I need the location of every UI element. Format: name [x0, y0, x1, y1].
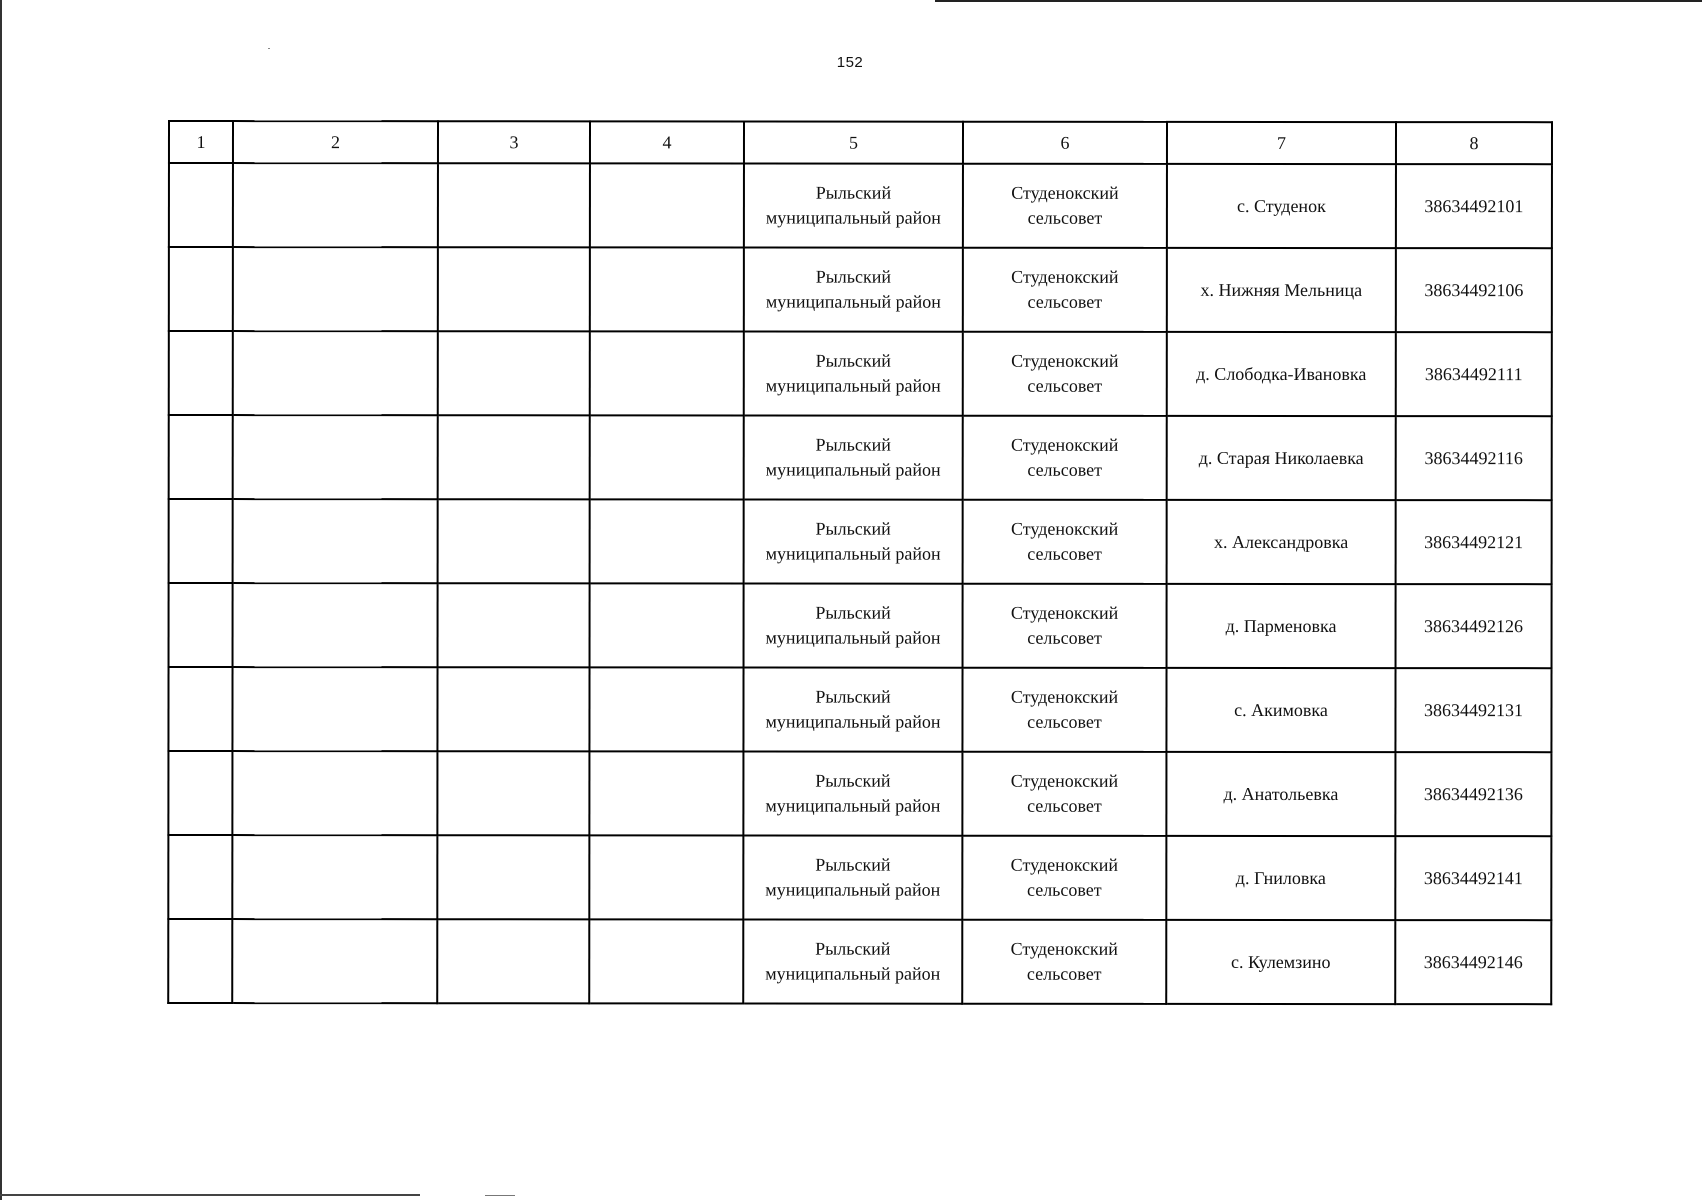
empty-cell-col-3 — [437, 667, 589, 751]
village-council-cell — [962, 668, 1166, 752]
district-name: Рыльский — [815, 518, 891, 539]
council-name: Студенокский — [1010, 770, 1119, 791]
village-council-cell — [963, 248, 1167, 332]
district-type: муниципальный район — [765, 711, 941, 732]
empty-cell-col-2 — [233, 163, 438, 247]
council-type: сельсовет — [1027, 543, 1102, 564]
village-council-cell — [962, 836, 1166, 920]
council-type: сельсовет — [1026, 963, 1102, 984]
settlement-cell: д. Слободка-Ивановка — [1167, 332, 1396, 416]
municipal-district-cell — [744, 416, 963, 500]
empty-cell-col-3 — [437, 751, 589, 835]
oktmo-code-cell: 38634492141 — [1395, 836, 1551, 920]
council-name: Студенокский — [1010, 854, 1119, 875]
scan-edge-left — [0, 0, 2, 1200]
district-name: Рыльский — [815, 938, 891, 959]
settlement-cell: д. Гниловка — [1166, 836, 1395, 920]
council-type: сельсовет — [1027, 627, 1102, 648]
village-council-cell — [963, 416, 1167, 500]
district-type: муниципальный район — [765, 543, 941, 564]
empty-cell-col-4 — [590, 583, 744, 667]
district-name: Рыльский — [815, 182, 892, 203]
settlement-cell: х. Нижняя Мельница — [1167, 248, 1396, 332]
empty-cell-col-4 — [590, 163, 744, 247]
council-name: Студенокский — [1011, 434, 1119, 455]
empty-cell-col-3 — [438, 163, 590, 247]
council-type: сельсовет — [1027, 207, 1103, 228]
council-type: сельсовет — [1027, 291, 1103, 312]
empty-cell-col-1 — [169, 247, 233, 331]
council-type: сельсовет — [1027, 375, 1103, 396]
district-name: Рыльский — [815, 266, 892, 287]
oktmo-code-cell: 38634492101 — [1396, 164, 1552, 248]
empty-cell-col-1 — [169, 415, 233, 499]
register-body — [168, 163, 1552, 1004]
table-row — [169, 499, 1552, 584]
settlement-cell: с. Акимовка — [1166, 668, 1395, 752]
municipal-district-cell — [744, 248, 963, 332]
oktmo-code-cell: 38634492116 — [1396, 416, 1552, 500]
district-name: Рыльский — [815, 434, 891, 455]
village-council-cell — [963, 584, 1167, 668]
register-table — [167, 120, 1553, 1005]
village-council-cell — [963, 500, 1167, 584]
column-header: 4 — [590, 121, 744, 163]
empty-cell-col-1 — [169, 331, 233, 415]
district-type: муниципальный район — [765, 963, 941, 984]
council-type: сельсовет — [1027, 711, 1102, 732]
column-header: 1 — [169, 121, 233, 163]
table-row — [169, 331, 1552, 416]
oktmo-code-cell: 38634492131 — [1395, 668, 1551, 752]
table-row — [168, 751, 1551, 836]
settlement-cell: с. Кулемзино — [1166, 920, 1395, 1004]
page-number: 152 — [836, 54, 864, 71]
municipal-district-cell — [744, 500, 963, 584]
council-name: Студенокский — [1011, 182, 1119, 203]
column-header: 7 — [1167, 122, 1396, 164]
empty-cell-col-3 — [437, 835, 589, 919]
council-name: Студенокский — [1011, 350, 1119, 371]
council-name: Студенокский — [1010, 938, 1118, 959]
settlement-cell: д. Анатольевка — [1166, 752, 1395, 836]
district-name: Рыльский — [815, 350, 891, 371]
municipal-district-cell — [744, 584, 963, 668]
empty-cell-col-4 — [590, 499, 744, 583]
column-header: 6 — [963, 122, 1167, 164]
council-name: Студенокский — [1010, 518, 1119, 539]
municipal-district-cell — [744, 332, 963, 416]
council-type: сельсовет — [1027, 459, 1103, 480]
district-type: муниципальный район — [765, 459, 941, 480]
empty-cell-col-3 — [438, 499, 590, 583]
district-name: Рыльский — [815, 770, 891, 791]
column-header: 2 — [233, 121, 438, 163]
empty-cell-col-2 — [232, 667, 437, 751]
village-council-cell — [962, 920, 1166, 1004]
column-header: 3 — [438, 121, 590, 163]
empty-cell-col-2 — [232, 919, 437, 1003]
empty-cell-col-4 — [589, 835, 743, 919]
council-type: сельсовет — [1026, 879, 1102, 900]
empty-cell-col-2 — [232, 751, 437, 835]
empty-cell-col-1 — [168, 919, 232, 1003]
settlement-cell: х. Александровка — [1167, 500, 1396, 584]
council-name: Студенокский — [1010, 602, 1119, 623]
council-name: Студенокский — [1011, 266, 1119, 287]
empty-cell-col-4 — [590, 331, 744, 415]
empty-cell-col-3 — [438, 247, 590, 331]
table-row — [169, 583, 1552, 668]
empty-cell-col-3 — [438, 331, 590, 415]
district-name: Рыльский — [815, 602, 891, 623]
village-council-cell — [963, 332, 1167, 416]
empty-cell-col-3 — [438, 415, 590, 499]
settlement-cell: д. Старая Николаевка — [1167, 416, 1396, 500]
empty-cell-col-3 — [437, 919, 589, 1003]
empty-cell-col-3 — [438, 583, 590, 667]
table-row — [169, 415, 1552, 500]
municipal-district-cell — [743, 920, 962, 1004]
district-type: муниципальный район — [765, 627, 941, 648]
empty-cell-col-2 — [233, 583, 438, 667]
table-row — [169, 163, 1552, 248]
empty-cell-col-2 — [233, 415, 438, 499]
empty-cell-col-1 — [169, 499, 233, 583]
empty-cell-col-1 — [168, 835, 232, 919]
empty-cell-col-1 — [168, 667, 232, 751]
table-row — [168, 835, 1551, 920]
municipal-district-cell — [743, 836, 962, 920]
district-type: муниципальный район — [765, 291, 941, 312]
council-name: Студенокский — [1010, 686, 1119, 707]
empty-cell-col-4 — [589, 919, 743, 1003]
scan-edge-bottom — [0, 1194, 420, 1196]
oktmo-code-cell: 38634492121 — [1396, 500, 1552, 584]
district-type: муниципальный район — [765, 375, 941, 396]
table-row — [168, 919, 1551, 1004]
empty-cell-col-4 — [590, 247, 744, 331]
empty-cell-col-1 — [169, 583, 233, 667]
village-council-cell — [962, 752, 1166, 836]
empty-cell-col-2 — [233, 247, 438, 331]
municipal-district-cell — [744, 164, 963, 248]
oktmo-code-cell: 38634492126 — [1396, 584, 1552, 668]
village-council-cell — [963, 164, 1167, 248]
empty-cell-col-1 — [169, 163, 233, 247]
column-header: 8 — [1396, 122, 1552, 164]
municipal-district-cell — [743, 752, 962, 836]
oktmo-code-cell: 38634492146 — [1395, 920, 1551, 1004]
council-type: сельсовет — [1027, 795, 1102, 816]
table-row — [168, 667, 1551, 752]
oktmo-code-cell: 38634492111 — [1396, 332, 1552, 416]
empty-cell-col-2 — [233, 331, 438, 415]
district-type: муниципальный район — [765, 879, 941, 900]
empty-cell-col-4 — [589, 751, 743, 835]
district-type: муниципальный район — [765, 207, 941, 228]
scan-speck — [268, 48, 270, 49]
header-row — [169, 121, 1552, 164]
empty-cell-col-1 — [168, 751, 232, 835]
empty-cell-col-4 — [589, 667, 743, 751]
scan-edge-bottom-fragment — [485, 1195, 515, 1196]
settlement-cell: с. Студенок — [1167, 164, 1396, 248]
empty-cell-col-2 — [233, 499, 438, 583]
oktmo-code-cell: 38634492106 — [1396, 248, 1552, 332]
district-name: Рыльский — [815, 854, 891, 875]
district-type: муниципальный район — [765, 795, 941, 816]
settlement-cell: д. Парменовка — [1167, 584, 1396, 668]
district-name: Рыльский — [815, 686, 891, 707]
table-row — [169, 247, 1552, 332]
column-header: 5 — [744, 122, 963, 164]
scan-edge-top — [935, 0, 1702, 2]
empty-cell-col-2 — [232, 835, 437, 919]
oktmo-code-cell: 38634492136 — [1395, 752, 1551, 836]
municipal-district-cell — [743, 668, 962, 752]
empty-cell-col-4 — [590, 415, 744, 499]
